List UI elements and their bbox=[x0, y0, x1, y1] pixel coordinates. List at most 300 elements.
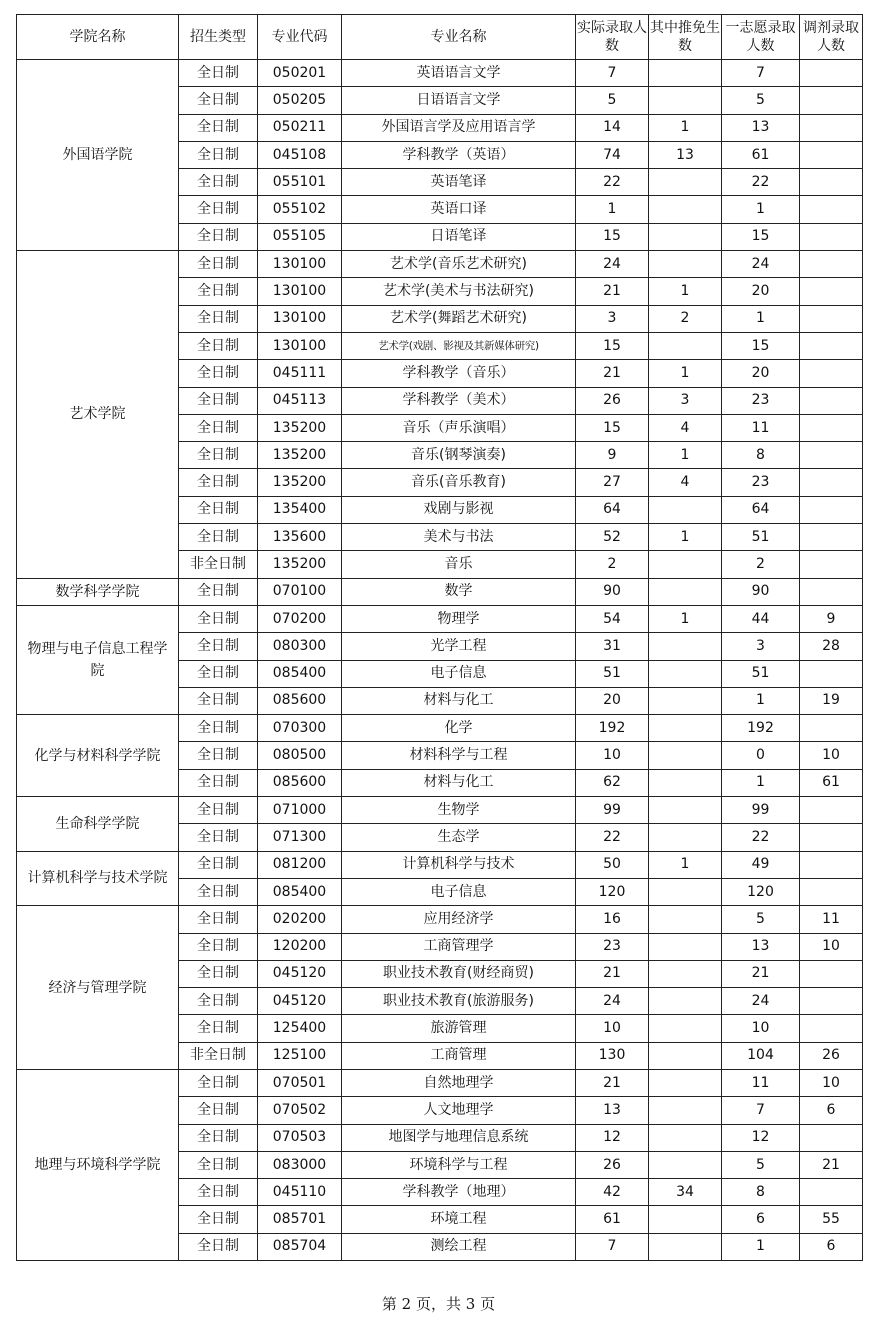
actual-cell: 90 bbox=[576, 578, 649, 605]
actual-cell: 22 bbox=[576, 824, 649, 851]
code-cell: 085600 bbox=[258, 687, 342, 714]
table-body bbox=[17, 60, 863, 1261]
adjusted-cell bbox=[800, 578, 863, 605]
header-actual: 实际录取人数 bbox=[576, 15, 649, 60]
college-name-cell: 地理与环境科学学院 bbox=[17, 1069, 179, 1260]
recommended-cell bbox=[649, 660, 722, 687]
first-choice-cell: 51 bbox=[722, 660, 800, 687]
actual-cell: 130 bbox=[576, 1042, 649, 1069]
first-choice-cell: 8 bbox=[722, 442, 800, 469]
type-cell: 全日制 bbox=[179, 988, 258, 1015]
code-cell: 085400 bbox=[258, 878, 342, 905]
recommended-cell: 34 bbox=[649, 1179, 722, 1206]
type-cell: 全日制 bbox=[179, 1206, 258, 1233]
recommended-cell bbox=[649, 496, 722, 523]
first-choice-cell: 15 bbox=[722, 223, 800, 250]
adjusted-cell bbox=[800, 715, 863, 742]
code-cell: 135200 bbox=[258, 469, 342, 496]
actual-cell: 74 bbox=[576, 141, 649, 168]
code-cell: 135200 bbox=[258, 551, 342, 578]
header-major: 专业名称 bbox=[342, 15, 576, 60]
adjusted-cell: 21 bbox=[800, 1151, 863, 1178]
recommended-cell bbox=[649, 988, 722, 1015]
code-cell: 085701 bbox=[258, 1206, 342, 1233]
recommended-cell: 1 bbox=[649, 851, 722, 878]
table-row bbox=[17, 60, 863, 87]
header-row bbox=[17, 15, 863, 60]
actual-cell: 42 bbox=[576, 1179, 649, 1206]
code-cell: 085600 bbox=[258, 769, 342, 796]
first-choice-cell: 2 bbox=[722, 551, 800, 578]
code-cell: 070100 bbox=[258, 578, 342, 605]
actual-cell: 120 bbox=[576, 878, 649, 905]
first-choice-cell: 6 bbox=[722, 1206, 800, 1233]
major-cell: 艺术学(戏剧、影视及其新媒体研究) bbox=[342, 332, 576, 359]
first-choice-cell: 61 bbox=[722, 141, 800, 168]
admissions-table bbox=[16, 14, 863, 1261]
type-cell: 全日制 bbox=[179, 851, 258, 878]
code-cell: 120200 bbox=[258, 933, 342, 960]
first-choice-cell: 5 bbox=[722, 1151, 800, 1178]
adjusted-cell bbox=[800, 442, 863, 469]
major-cell: 日语笔译 bbox=[342, 223, 576, 250]
major-cell: 戏剧与影视 bbox=[342, 496, 576, 523]
type-cell: 全日制 bbox=[179, 60, 258, 87]
header-code: 专业代码 bbox=[258, 15, 342, 60]
adjusted-cell: 9 bbox=[800, 605, 863, 632]
recommended-cell bbox=[649, 687, 722, 714]
recommended-cell bbox=[649, 332, 722, 359]
code-cell: 071000 bbox=[258, 797, 342, 824]
type-cell: 全日制 bbox=[179, 769, 258, 796]
actual-cell: 22 bbox=[576, 169, 649, 196]
type-cell: 全日制 bbox=[179, 196, 258, 223]
first-choice-cell: 10 bbox=[722, 1015, 800, 1042]
actual-cell: 12 bbox=[576, 1124, 649, 1151]
code-cell: 085704 bbox=[258, 1233, 342, 1260]
first-choice-cell: 24 bbox=[722, 988, 800, 1015]
code-cell: 045113 bbox=[258, 387, 342, 414]
adjusted-cell: 10 bbox=[800, 933, 863, 960]
recommended-cell bbox=[649, 742, 722, 769]
actual-cell: 24 bbox=[576, 988, 649, 1015]
header-adjusted: 调剂录取人数 bbox=[800, 15, 863, 60]
major-cell: 电子信息 bbox=[342, 660, 576, 687]
major-cell: 自然地理学 bbox=[342, 1069, 576, 1096]
first-choice-cell: 22 bbox=[722, 824, 800, 851]
major-cell: 光学工程 bbox=[342, 633, 576, 660]
actual-cell: 61 bbox=[576, 1206, 649, 1233]
code-cell: 045120 bbox=[258, 960, 342, 987]
recommended-cell bbox=[649, 906, 722, 933]
college-name-cell: 艺术学院 bbox=[17, 251, 179, 579]
recommended-cell bbox=[649, 1233, 722, 1260]
type-cell: 全日制 bbox=[179, 414, 258, 441]
major-cell: 数学 bbox=[342, 578, 576, 605]
major-cell: 环境科学与工程 bbox=[342, 1151, 576, 1178]
first-choice-cell: 0 bbox=[722, 742, 800, 769]
type-cell: 全日制 bbox=[179, 332, 258, 359]
first-choice-cell: 23 bbox=[722, 469, 800, 496]
adjusted-cell bbox=[800, 87, 863, 114]
recommended-cell bbox=[649, 797, 722, 824]
code-cell: 081200 bbox=[258, 851, 342, 878]
actual-cell: 15 bbox=[576, 223, 649, 250]
code-cell: 070502 bbox=[258, 1097, 342, 1124]
table-row bbox=[17, 251, 863, 278]
table-row bbox=[17, 851, 863, 878]
college-name-cell: 计算机科学与技术学院 bbox=[17, 851, 179, 906]
major-cell: 职业技术教育(旅游服务) bbox=[342, 988, 576, 1015]
adjusted-cell: 10 bbox=[800, 742, 863, 769]
type-cell: 全日制 bbox=[179, 442, 258, 469]
adjusted-cell bbox=[800, 524, 863, 551]
first-choice-cell: 20 bbox=[722, 278, 800, 305]
adjusted-cell: 10 bbox=[800, 1069, 863, 1096]
adjusted-cell bbox=[800, 169, 863, 196]
major-cell: 人文地理学 bbox=[342, 1097, 576, 1124]
adjusted-cell bbox=[800, 332, 863, 359]
adjusted-cell bbox=[800, 496, 863, 523]
type-cell: 全日制 bbox=[179, 1124, 258, 1151]
actual-cell: 9 bbox=[576, 442, 649, 469]
first-choice-cell: 1 bbox=[722, 196, 800, 223]
page-footer: 第 2 页，共 3 页 bbox=[381, 1295, 496, 1313]
major-cell: 材料科学与工程 bbox=[342, 742, 576, 769]
type-cell: 全日制 bbox=[179, 1069, 258, 1096]
actual-cell: 62 bbox=[576, 769, 649, 796]
table-row bbox=[17, 906, 863, 933]
code-cell: 055102 bbox=[258, 196, 342, 223]
major-cell: 英语语言文学 bbox=[342, 60, 576, 87]
type-cell: 全日制 bbox=[179, 687, 258, 714]
major-cell: 化学 bbox=[342, 715, 576, 742]
code-cell: 135400 bbox=[258, 496, 342, 523]
adjusted-cell bbox=[800, 1179, 863, 1206]
header-recommended: 其中推免生数 bbox=[649, 15, 722, 60]
first-choice-cell: 90 bbox=[722, 578, 800, 605]
first-choice-cell: 99 bbox=[722, 797, 800, 824]
recommended-cell: 1 bbox=[649, 605, 722, 632]
recommended-cell: 3 bbox=[649, 387, 722, 414]
code-cell: 070503 bbox=[258, 1124, 342, 1151]
type-cell: 全日制 bbox=[179, 933, 258, 960]
first-choice-cell: 13 bbox=[722, 114, 800, 141]
type-cell: 全日制 bbox=[179, 578, 258, 605]
type-cell: 全日制 bbox=[179, 742, 258, 769]
code-cell: 130100 bbox=[258, 332, 342, 359]
actual-cell: 13 bbox=[576, 1097, 649, 1124]
code-cell: 135200 bbox=[258, 414, 342, 441]
type-cell: 全日制 bbox=[179, 524, 258, 551]
college-name-cell: 数学科学学院 bbox=[17, 578, 179, 605]
adjusted-cell bbox=[800, 114, 863, 141]
header-type: 招生类型 bbox=[179, 15, 258, 60]
recommended-cell bbox=[649, 1069, 722, 1096]
adjusted-cell bbox=[800, 660, 863, 687]
code-cell: 055105 bbox=[258, 223, 342, 250]
code-cell: 130100 bbox=[258, 251, 342, 278]
adjusted-cell bbox=[800, 251, 863, 278]
actual-cell: 16 bbox=[576, 906, 649, 933]
type-cell: 全日制 bbox=[179, 141, 258, 168]
code-cell: 050201 bbox=[258, 60, 342, 87]
header-first-choice: 一志愿录取人数 bbox=[722, 15, 800, 60]
actual-cell: 99 bbox=[576, 797, 649, 824]
adjusted-cell bbox=[800, 278, 863, 305]
recommended-cell bbox=[649, 1042, 722, 1069]
type-cell: 全日制 bbox=[179, 360, 258, 387]
recommended-cell: 1 bbox=[649, 360, 722, 387]
actual-cell: 10 bbox=[576, 1015, 649, 1042]
first-choice-cell: 24 bbox=[722, 251, 800, 278]
major-cell: 学科教学（音乐） bbox=[342, 360, 576, 387]
actual-cell: 23 bbox=[576, 933, 649, 960]
major-cell: 材料与化工 bbox=[342, 769, 576, 796]
recommended-cell bbox=[649, 960, 722, 987]
recommended-cell: 13 bbox=[649, 141, 722, 168]
adjusted-cell bbox=[800, 60, 863, 87]
adjusted-cell: 61 bbox=[800, 769, 863, 796]
actual-cell: 21 bbox=[576, 1069, 649, 1096]
first-choice-cell: 22 bbox=[722, 169, 800, 196]
actual-cell: 2 bbox=[576, 551, 649, 578]
recommended-cell: 1 bbox=[649, 114, 722, 141]
type-cell: 非全日制 bbox=[179, 551, 258, 578]
major-cell: 测绘工程 bbox=[342, 1233, 576, 1260]
recommended-cell: 1 bbox=[649, 278, 722, 305]
adjusted-cell bbox=[800, 551, 863, 578]
first-choice-cell: 1 bbox=[722, 769, 800, 796]
first-choice-cell: 7 bbox=[722, 1097, 800, 1124]
first-choice-cell: 13 bbox=[722, 933, 800, 960]
first-choice-cell: 11 bbox=[722, 1069, 800, 1096]
major-cell: 艺术学(美术与书法研究) bbox=[342, 278, 576, 305]
type-cell: 全日制 bbox=[179, 1233, 258, 1260]
actual-cell: 21 bbox=[576, 360, 649, 387]
recommended-cell bbox=[649, 769, 722, 796]
type-cell: 全日制 bbox=[179, 114, 258, 141]
adjusted-cell bbox=[800, 223, 863, 250]
major-cell: 职业技术教育(财经商贸) bbox=[342, 960, 576, 987]
code-cell: 045108 bbox=[258, 141, 342, 168]
recommended-cell bbox=[649, 87, 722, 114]
college-name-cell: 经济与管理学院 bbox=[17, 906, 179, 1070]
first-choice-cell: 12 bbox=[722, 1124, 800, 1151]
first-choice-cell: 21 bbox=[722, 960, 800, 987]
first-choice-cell: 8 bbox=[722, 1179, 800, 1206]
adjusted-cell: 26 bbox=[800, 1042, 863, 1069]
code-cell: 135600 bbox=[258, 524, 342, 551]
recommended-cell: 2 bbox=[649, 305, 722, 332]
type-cell: 全日制 bbox=[179, 1015, 258, 1042]
type-cell: 全日制 bbox=[179, 469, 258, 496]
type-cell: 全日制 bbox=[179, 387, 258, 414]
actual-cell: 54 bbox=[576, 605, 649, 632]
recommended-cell bbox=[649, 169, 722, 196]
first-choice-cell: 20 bbox=[722, 360, 800, 387]
college-name-cell: 外国语学院 bbox=[17, 60, 179, 251]
code-cell: 045111 bbox=[258, 360, 342, 387]
type-cell: 全日制 bbox=[179, 251, 258, 278]
type-cell: 全日制 bbox=[179, 660, 258, 687]
type-cell: 全日制 bbox=[179, 605, 258, 632]
major-cell: 音乐 bbox=[342, 551, 576, 578]
actual-cell: 3 bbox=[576, 305, 649, 332]
adjusted-cell bbox=[800, 1124, 863, 1151]
college-name-cell: 生命科学学院 bbox=[17, 797, 179, 852]
code-cell: 050205 bbox=[258, 87, 342, 114]
code-cell: 045110 bbox=[258, 1179, 342, 1206]
adjusted-cell bbox=[800, 878, 863, 905]
code-cell: 083000 bbox=[258, 1151, 342, 1178]
first-choice-cell: 1 bbox=[722, 687, 800, 714]
college-name-cell: 物理与电子信息工程学院 bbox=[17, 605, 179, 714]
college-name-cell: 化学与材料科学学院 bbox=[17, 715, 179, 797]
actual-cell: 64 bbox=[576, 496, 649, 523]
first-choice-cell: 1 bbox=[722, 305, 800, 332]
code-cell: 070200 bbox=[258, 605, 342, 632]
first-choice-cell: 49 bbox=[722, 851, 800, 878]
actual-cell: 21 bbox=[576, 278, 649, 305]
table-row bbox=[17, 1069, 863, 1096]
table-row bbox=[17, 578, 863, 605]
major-cell: 生态学 bbox=[342, 824, 576, 851]
code-cell: 080500 bbox=[258, 742, 342, 769]
adjusted-cell bbox=[800, 469, 863, 496]
adjusted-cell bbox=[800, 851, 863, 878]
recommended-cell bbox=[649, 824, 722, 851]
code-cell: 125400 bbox=[258, 1015, 342, 1042]
adjusted-cell: 28 bbox=[800, 633, 863, 660]
code-cell: 085400 bbox=[258, 660, 342, 687]
type-cell: 非全日制 bbox=[179, 1042, 258, 1069]
major-cell: 工商管理 bbox=[342, 1042, 576, 1069]
major-cell: 生物学 bbox=[342, 797, 576, 824]
recommended-cell bbox=[649, 60, 722, 87]
major-cell: 电子信息 bbox=[342, 878, 576, 905]
actual-cell: 192 bbox=[576, 715, 649, 742]
adjusted-cell bbox=[800, 360, 863, 387]
major-cell: 环境工程 bbox=[342, 1206, 576, 1233]
adjusted-cell: 11 bbox=[800, 906, 863, 933]
major-cell: 外国语言学及应用语言学 bbox=[342, 114, 576, 141]
first-choice-cell: 104 bbox=[722, 1042, 800, 1069]
actual-cell: 15 bbox=[576, 414, 649, 441]
adjusted-cell bbox=[800, 824, 863, 851]
actual-cell: 5 bbox=[576, 87, 649, 114]
adjusted-cell: 19 bbox=[800, 687, 863, 714]
actual-cell: 50 bbox=[576, 851, 649, 878]
type-cell: 全日制 bbox=[179, 797, 258, 824]
table-row bbox=[17, 715, 863, 742]
actual-cell: 24 bbox=[576, 251, 649, 278]
code-cell: 070300 bbox=[258, 715, 342, 742]
major-cell: 音乐（声乐演唱） bbox=[342, 414, 576, 441]
type-cell: 全日制 bbox=[179, 1097, 258, 1124]
code-cell: 050211 bbox=[258, 114, 342, 141]
recommended-cell bbox=[649, 551, 722, 578]
recommended-cell bbox=[649, 715, 722, 742]
type-cell: 全日制 bbox=[179, 496, 258, 523]
actual-cell: 52 bbox=[576, 524, 649, 551]
recommended-cell bbox=[649, 223, 722, 250]
table-row bbox=[17, 605, 863, 632]
actual-cell: 26 bbox=[576, 1151, 649, 1178]
recommended-cell bbox=[649, 1151, 722, 1178]
actual-cell: 27 bbox=[576, 469, 649, 496]
recommended-cell bbox=[649, 933, 722, 960]
major-cell: 学科教学（英语） bbox=[342, 141, 576, 168]
major-cell: 材料与化工 bbox=[342, 687, 576, 714]
actual-cell: 26 bbox=[576, 387, 649, 414]
major-cell: 学科教学（美术） bbox=[342, 387, 576, 414]
actual-cell: 10 bbox=[576, 742, 649, 769]
actual-cell: 51 bbox=[576, 660, 649, 687]
first-choice-cell: 15 bbox=[722, 332, 800, 359]
recommended-cell bbox=[649, 578, 722, 605]
major-cell: 物理学 bbox=[342, 605, 576, 632]
major-cell: 工商管理学 bbox=[342, 933, 576, 960]
adjusted-cell bbox=[800, 141, 863, 168]
actual-cell: 31 bbox=[576, 633, 649, 660]
code-cell: 080300 bbox=[258, 633, 342, 660]
code-cell: 130100 bbox=[258, 305, 342, 332]
code-cell: 045120 bbox=[258, 988, 342, 1015]
first-choice-cell: 7 bbox=[722, 60, 800, 87]
adjusted-cell bbox=[800, 414, 863, 441]
type-cell: 全日制 bbox=[179, 633, 258, 660]
type-cell: 全日制 bbox=[179, 1179, 258, 1206]
first-choice-cell: 5 bbox=[722, 87, 800, 114]
actual-cell: 14 bbox=[576, 114, 649, 141]
major-cell: 计算机科学与技术 bbox=[342, 851, 576, 878]
major-cell: 英语口译 bbox=[342, 196, 576, 223]
recommended-cell bbox=[649, 196, 722, 223]
first-choice-cell: 192 bbox=[722, 715, 800, 742]
major-cell: 音乐(音乐教育) bbox=[342, 469, 576, 496]
actual-cell: 7 bbox=[576, 1233, 649, 1260]
major-cell: 日语语言文学 bbox=[342, 87, 576, 114]
major-cell: 音乐(钢琴演奏) bbox=[342, 442, 576, 469]
table-row bbox=[17, 797, 863, 824]
actual-cell: 1 bbox=[576, 196, 649, 223]
adjusted-cell bbox=[800, 988, 863, 1015]
recommended-cell bbox=[649, 1124, 722, 1151]
adjusted-cell bbox=[800, 196, 863, 223]
major-cell: 美术与书法 bbox=[342, 524, 576, 551]
first-choice-cell: 1 bbox=[722, 1233, 800, 1260]
recommended-cell: 4 bbox=[649, 469, 722, 496]
adjusted-cell bbox=[800, 387, 863, 414]
type-cell: 全日制 bbox=[179, 960, 258, 987]
type-cell: 全日制 bbox=[179, 715, 258, 742]
code-cell: 070501 bbox=[258, 1069, 342, 1096]
code-cell: 020200 bbox=[258, 906, 342, 933]
major-cell: 应用经济学 bbox=[342, 906, 576, 933]
type-cell: 全日制 bbox=[179, 824, 258, 851]
first-choice-cell: 3 bbox=[722, 633, 800, 660]
adjusted-cell: 55 bbox=[800, 1206, 863, 1233]
recommended-cell: 1 bbox=[649, 442, 722, 469]
actual-cell: 21 bbox=[576, 960, 649, 987]
adjusted-cell bbox=[800, 1015, 863, 1042]
code-cell: 130100 bbox=[258, 278, 342, 305]
first-choice-cell: 44 bbox=[722, 605, 800, 632]
recommended-cell: 1 bbox=[649, 524, 722, 551]
first-choice-cell: 64 bbox=[722, 496, 800, 523]
major-cell: 学科教学（地理） bbox=[342, 1179, 576, 1206]
